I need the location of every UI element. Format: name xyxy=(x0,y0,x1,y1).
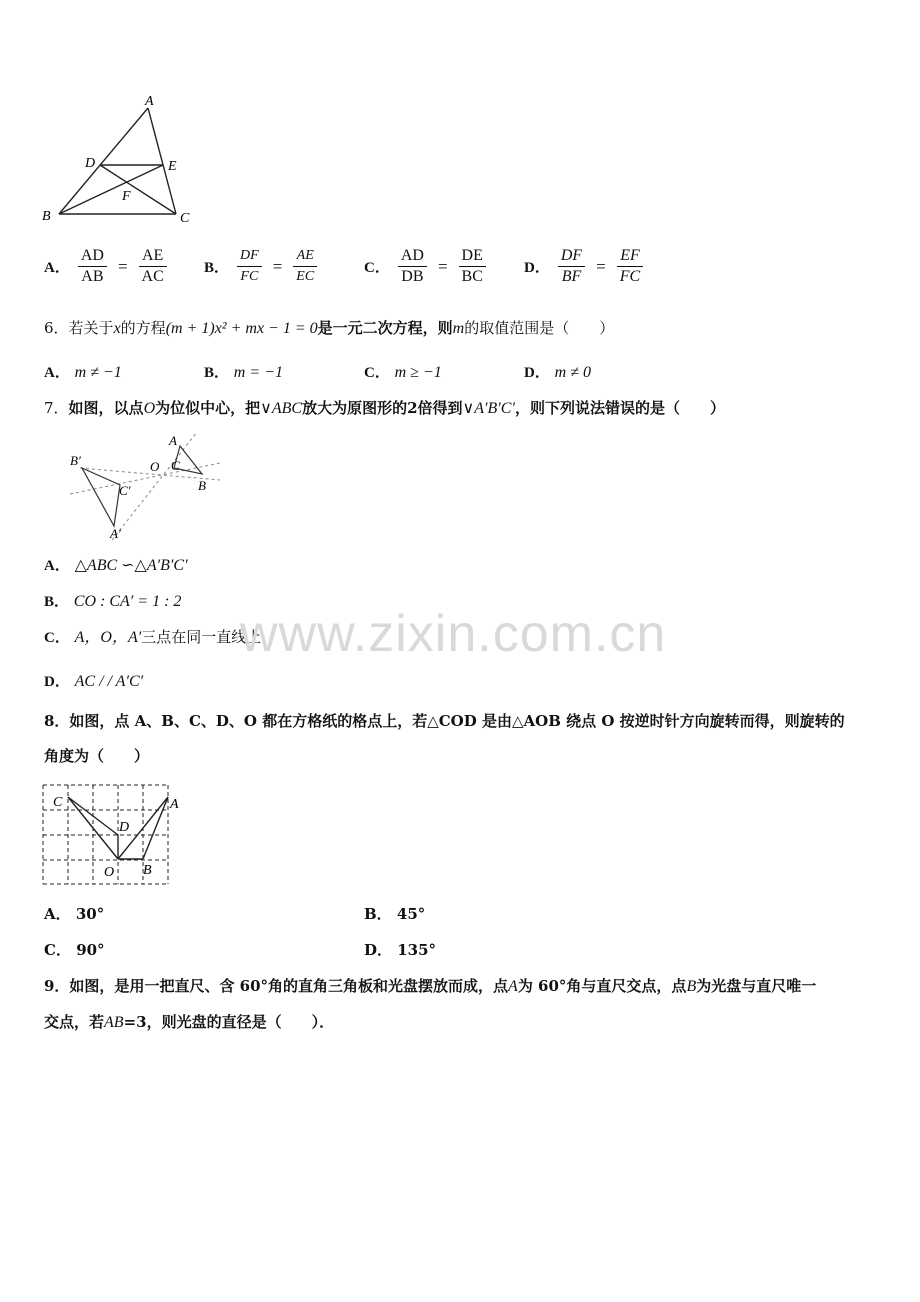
label-B: B xyxy=(42,209,51,224)
label-A: A xyxy=(170,797,179,812)
label-D: D xyxy=(119,820,130,835)
q5-option-a[interactable]: A． $\frac{AD}{AB}$ = $\frac{AE}{AC}$ xyxy=(44,246,169,287)
q5-option-b[interactable]: B． $\frac{DF}{FC}$ = $\frac{AE}{EC}$ xyxy=(204,246,319,287)
q5-option-c[interactable]: C． $\frac{AD}{DB}$ = $\frac{DE}{BC}$ xyxy=(364,246,488,287)
label-E: E xyxy=(168,159,177,174)
q6-option-d[interactable]: D． m ≠ 0 xyxy=(524,364,591,381)
fraction: $\frac{DE}{BC}$ xyxy=(459,246,486,287)
q7-option-a[interactable]: A． △ABC ∽△A′B′C′ xyxy=(44,557,188,574)
label-A: A xyxy=(169,433,177,448)
fraction: $\frac{AE}{AC}$ xyxy=(139,246,167,287)
grid-figure-q8 xyxy=(38,780,188,890)
label-C-prime: C′ xyxy=(119,483,131,498)
label-C: C xyxy=(180,211,190,226)
label-O: O xyxy=(150,459,160,474)
option-label: D． xyxy=(524,260,550,276)
q6-option-c[interactable]: C． m ≥ −1 xyxy=(364,364,442,381)
label-B: B xyxy=(143,863,152,878)
q8-stem-line1: 8．如图，点 A、B、C、D、O 都在方格纸的格点上，若△COD 是由△AOB 绕点 O 按逆时针方向旋转而得，则旋转的 xyxy=(44,712,845,730)
label-D: D xyxy=(85,156,96,171)
q7-option-d[interactable]: D． AC / / A′C′ xyxy=(44,673,144,690)
q8-option-a[interactable]: A． 30° xyxy=(44,905,105,923)
label-B-prime: B′ xyxy=(70,453,81,468)
fraction: $\frac{AE}{EC}$ xyxy=(293,246,317,287)
q8-stem-line2: 角度为（ ） xyxy=(44,747,150,765)
q6-stem: 6．若关于x的方程(m + 1)x² + mx − 1 = 0是一元二次方程，则m的取值范围是（ ） xyxy=(44,319,615,337)
fraction: $\frac{AD}{AB}$ xyxy=(78,246,107,287)
q9-stem-line1: 9．如图，是用一把直尺、含 60°角的直角三角板和光盘摆放而成，点A为 60°角与直尺交点，点B为光盘与直尺唯一 xyxy=(44,977,817,995)
q7-option-c[interactable]: C． A，O，A′三点在同一直线上 xyxy=(44,628,262,646)
q7-option-b[interactable]: B． CO : CA′ = 1 : 2 xyxy=(44,593,182,610)
fraction: $\frac{EF}{FC}$ xyxy=(617,246,643,287)
q9-stem-line2: 交点，若AB=3，则光盘的直径是（ ）． xyxy=(44,1013,335,1031)
label-C: C xyxy=(53,795,63,810)
label-B: B xyxy=(198,478,206,493)
fraction: $\frac{DF}{FC}$ xyxy=(237,246,262,287)
watermark: www.zixin.com.cn xyxy=(240,605,667,663)
label-A: A xyxy=(145,94,154,109)
fraction: $\frac{AD}{DB}$ xyxy=(398,246,427,287)
triangle-figure-q5 xyxy=(36,88,206,233)
q5-option-d[interactable]: D． $\frac{DF}{BF}$ = $\frac{EF}{FC}$ xyxy=(524,246,645,287)
q6-option-b[interactable]: B． m = −1 xyxy=(204,364,283,381)
fraction: $\frac{DF}{BF}$ xyxy=(558,246,585,287)
option-label: B． xyxy=(204,260,230,276)
label-A-prime: A′ xyxy=(110,526,121,541)
homothety-figure-q7 xyxy=(52,430,227,545)
option-label: C． xyxy=(364,260,390,276)
q8-option-b[interactable]: B． 45° xyxy=(364,905,426,923)
label-O: O xyxy=(104,865,115,880)
label-F: F xyxy=(122,189,131,204)
q8-option-c[interactable]: C． 90° xyxy=(44,941,105,959)
q6-option-a[interactable]: A． m ≠ −1 xyxy=(44,364,122,381)
label-C: C xyxy=(171,458,180,473)
option-label: A． xyxy=(44,260,70,276)
q8-option-d[interactable]: D． 135° xyxy=(364,941,437,959)
q7-stem: 7．如图，以点O为位似中心，把∨ABC放大为原图形的2倍得到∨A′B′C′，则下列说法错误的是（ ） xyxy=(44,399,725,417)
